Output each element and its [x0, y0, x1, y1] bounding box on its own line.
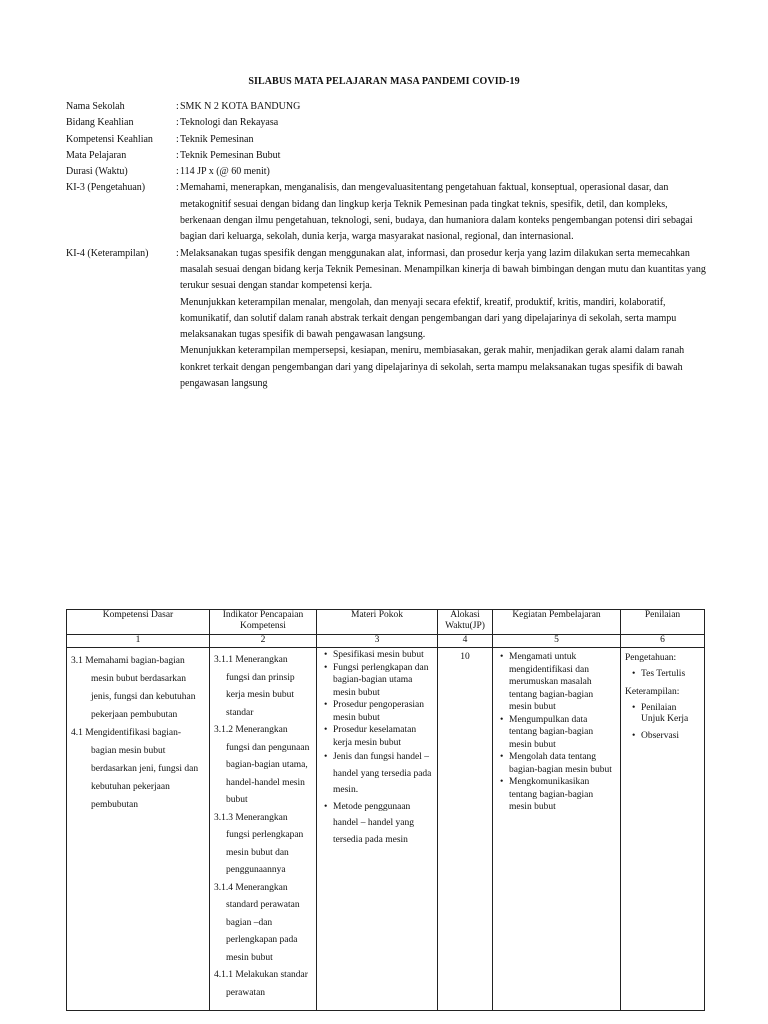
penilaian-label: Pengetahuan: — [625, 653, 677, 663]
info-label: KI-3 (Pengetahuan) — [66, 182, 146, 194]
info-colon: : — [176, 149, 179, 161]
ki4-paragraph: Melaksanakan tugas spesifik dengan menggunakan alat, informasi, dan prosedur kerja yang lazim dilakukan serta memecahkan masalah sesuai dengan bidang kerja Teknik Pemesinan. Menampilkan kinerja di bawah bimbingan dengan mutu dan kuantitas yang terukur sesuai dengan standar kompetensi kerja. — [180, 247, 706, 292]
document-title: SILABUS MATA PELAJARAN MASA PANDEMI COVID-19 — [248, 76, 520, 87]
list-item: 3.1.2 Menerangkan fungsi dan pengunaan bagian-bagian utama, handel-handel mesin bubut — [214, 725, 310, 805]
ki4-text — [180, 246, 706, 393]
info-row-ki4 — [66, 246, 706, 393]
info-colon: : — [176, 166, 179, 178]
list-item: • Prosedur keselamatan kerja mesin bubut — [333, 724, 433, 749]
kompetensi-dasar-cell — [67, 648, 210, 1011]
info-colon: : — [176, 182, 179, 194]
list-item: 3.1.4 Menerangkan standard perawatan bagian –dan perlengkapan pada mesin bubut — [214, 882, 300, 963]
syllabus-info — [66, 99, 706, 392]
column-header: Penilaian — [621, 610, 705, 635]
list-item: • Jenis dan fungsi handel – handel yang tersedia pada mesin. — [333, 749, 433, 799]
column-header: Indikator Pencapaian Kompetensi — [210, 610, 317, 635]
syllabus-table — [66, 609, 705, 1011]
list-item: • Spesifikasi mesin bubut — [333, 649, 433, 662]
penilaian-label: Keterampilan: — [625, 687, 680, 697]
list-item: • Mengolah data tentang bagian-bagian mesin bubut — [509, 751, 616, 776]
info-colon: : — [176, 133, 179, 145]
ki4-paragraph: Menunjukkan keterampilan menalar, mengolah, dan menyaji secara efektif, kreatif, produktif, kritis, mandiri, kolaboratif, komunikatif, dan solutif dalam ranah abstrak terkait dengan pengembangan dari yang dipelajarinya di sekolah, serta mampu melaksanakan tugas spesifik di bawah pengawasan langsung. — [180, 296, 677, 341]
list-item: • Mengkomunikasikan tentang bagian-bagian mesin bubut — [509, 776, 616, 814]
alokasi-value: 10 — [460, 652, 470, 662]
column-header: Alokasi Waktu(JP) — [438, 610, 493, 635]
column-number: 4 — [438, 635, 493, 648]
column-header: Kompetensi Dasar — [67, 610, 210, 635]
ki3-text: Memahami, menerapkan, menganalisis, dan mengevaluasitentang pengetahuan faktual, konseptual, operasional dasar, dan metakognitif sesuai dengan bidang dan lingkup kerja Teknik Pemesinan pada tingkat teknis, spesifik, detil, dan kompleks, berkenaan dengan ilmu pengetahuan, teknologi, seni, budaya, dan humaniora dalam konteks pengembangan potensi diri sebagai bagian dari keluarga, sekolah, dunia kerja, warga masyarakat nasional, regional, dan internasional. — [180, 182, 693, 243]
info-label: KI-4 (Keterampilan) — [66, 247, 149, 259]
column-number: 5 — [493, 635, 621, 648]
column-header: Materi Pokok — [317, 610, 438, 635]
info-row-field — [66, 115, 706, 131]
column-number: 1 — [67, 635, 210, 648]
info-label: Bidang Keahlian — [66, 117, 134, 129]
list-item: 4.1 Mengidentifikasi bagian-bagian mesin bubut berdasarkan jeni, fungsi dan kebutuhan pekerjaan pembubutan — [71, 728, 199, 810]
list-item: • Prosedur pengoperasian mesin bubut — [333, 699, 433, 724]
list-item: • Penilaian Unjuk Kerja — [641, 703, 700, 725]
info-value: Teknik Pemesinan Bubut — [180, 149, 281, 161]
column-header: Kegiatan Pembelajaran — [493, 610, 621, 635]
column-number: 6 — [621, 635, 705, 648]
list-item: • Observasi — [641, 731, 700, 742]
info-value: Teknologi dan Rekayasa — [180, 117, 279, 129]
kegiatan-cell — [493, 648, 621, 1011]
info-label: Mata Pelajaran — [66, 149, 127, 161]
info-label: Nama Sekolah — [66, 101, 125, 112]
info-row-ki3 — [66, 180, 706, 245]
materi-pokok-cell — [317, 648, 438, 1011]
alokasi-waktu-cell — [438, 648, 493, 1011]
info-colon: : — [176, 101, 179, 112]
list-item: 4.1.1 Melakukan standar perawatan — [214, 970, 308, 998]
info-row-duration — [66, 164, 706, 180]
list-item: • Metode penggunaan handel – handel yang tersedia pada mesin — [333, 799, 433, 849]
info-row-school — [66, 99, 706, 115]
list-item: 3.1.3 Menerangkan fungsi perlengkapan mesin bubut dan penggunaannya — [214, 812, 304, 875]
penilaian-cell — [621, 648, 705, 1011]
list-item: 3.1 Memahami bagian-bagian mesin bubut berdasarkan jenis, fungsi dan kebutuhan pekerjaan pembubutan — [71, 656, 196, 720]
table-row — [67, 648, 705, 1011]
column-number: 2 — [210, 635, 317, 648]
info-label: Durasi (Waktu) — [66, 166, 128, 178]
info-label: Kompetensi Keahlian — [66, 133, 153, 145]
indikator-cell — [210, 648, 317, 1011]
info-value: SMK N 2 KOTA BANDUNG — [180, 101, 301, 112]
list-item: • Fungsi perlengkapan dan bagian-bagian utama mesin bubut — [333, 662, 433, 700]
list-item: 3.1.1 Menerangkan fungsi dan prinsip kerja mesin bubut standar — [214, 655, 295, 718]
info-colon: : — [176, 117, 179, 129]
info-value: 114 JP x (@ 60 menit) — [180, 166, 270, 178]
table-number-row — [67, 635, 705, 648]
info-row-subject — [66, 148, 706, 164]
column-number: 3 — [317, 635, 438, 648]
ki4-paragraph: Menunjukkan keterampilan mempersepsi, kesiapan, meniru, membiasakan, gerak mahir, menjadikan gerak alami dalam ranah konkret terkait dengan pengembangan dari yang dipelajarinya di sekolah, serta mampu melaksanakan tugas spesifik di bawah pengawasan langsung — [180, 345, 685, 390]
table-header-row — [67, 610, 705, 635]
info-colon: : — [176, 247, 179, 259]
info-value: Teknik Pemesinan — [180, 133, 254, 145]
list-item: • Tes Tertulis — [641, 669, 700, 680]
info-row-competency — [66, 132, 706, 148]
list-item: • Mengumpulkan data tentang bagian-bagian mesin bubut — [509, 714, 616, 752]
list-item: • Mengamati untuk mengidentifikasi dan merumuskan masalah tentang bagian-bagian mesin bubut — [509, 651, 616, 714]
